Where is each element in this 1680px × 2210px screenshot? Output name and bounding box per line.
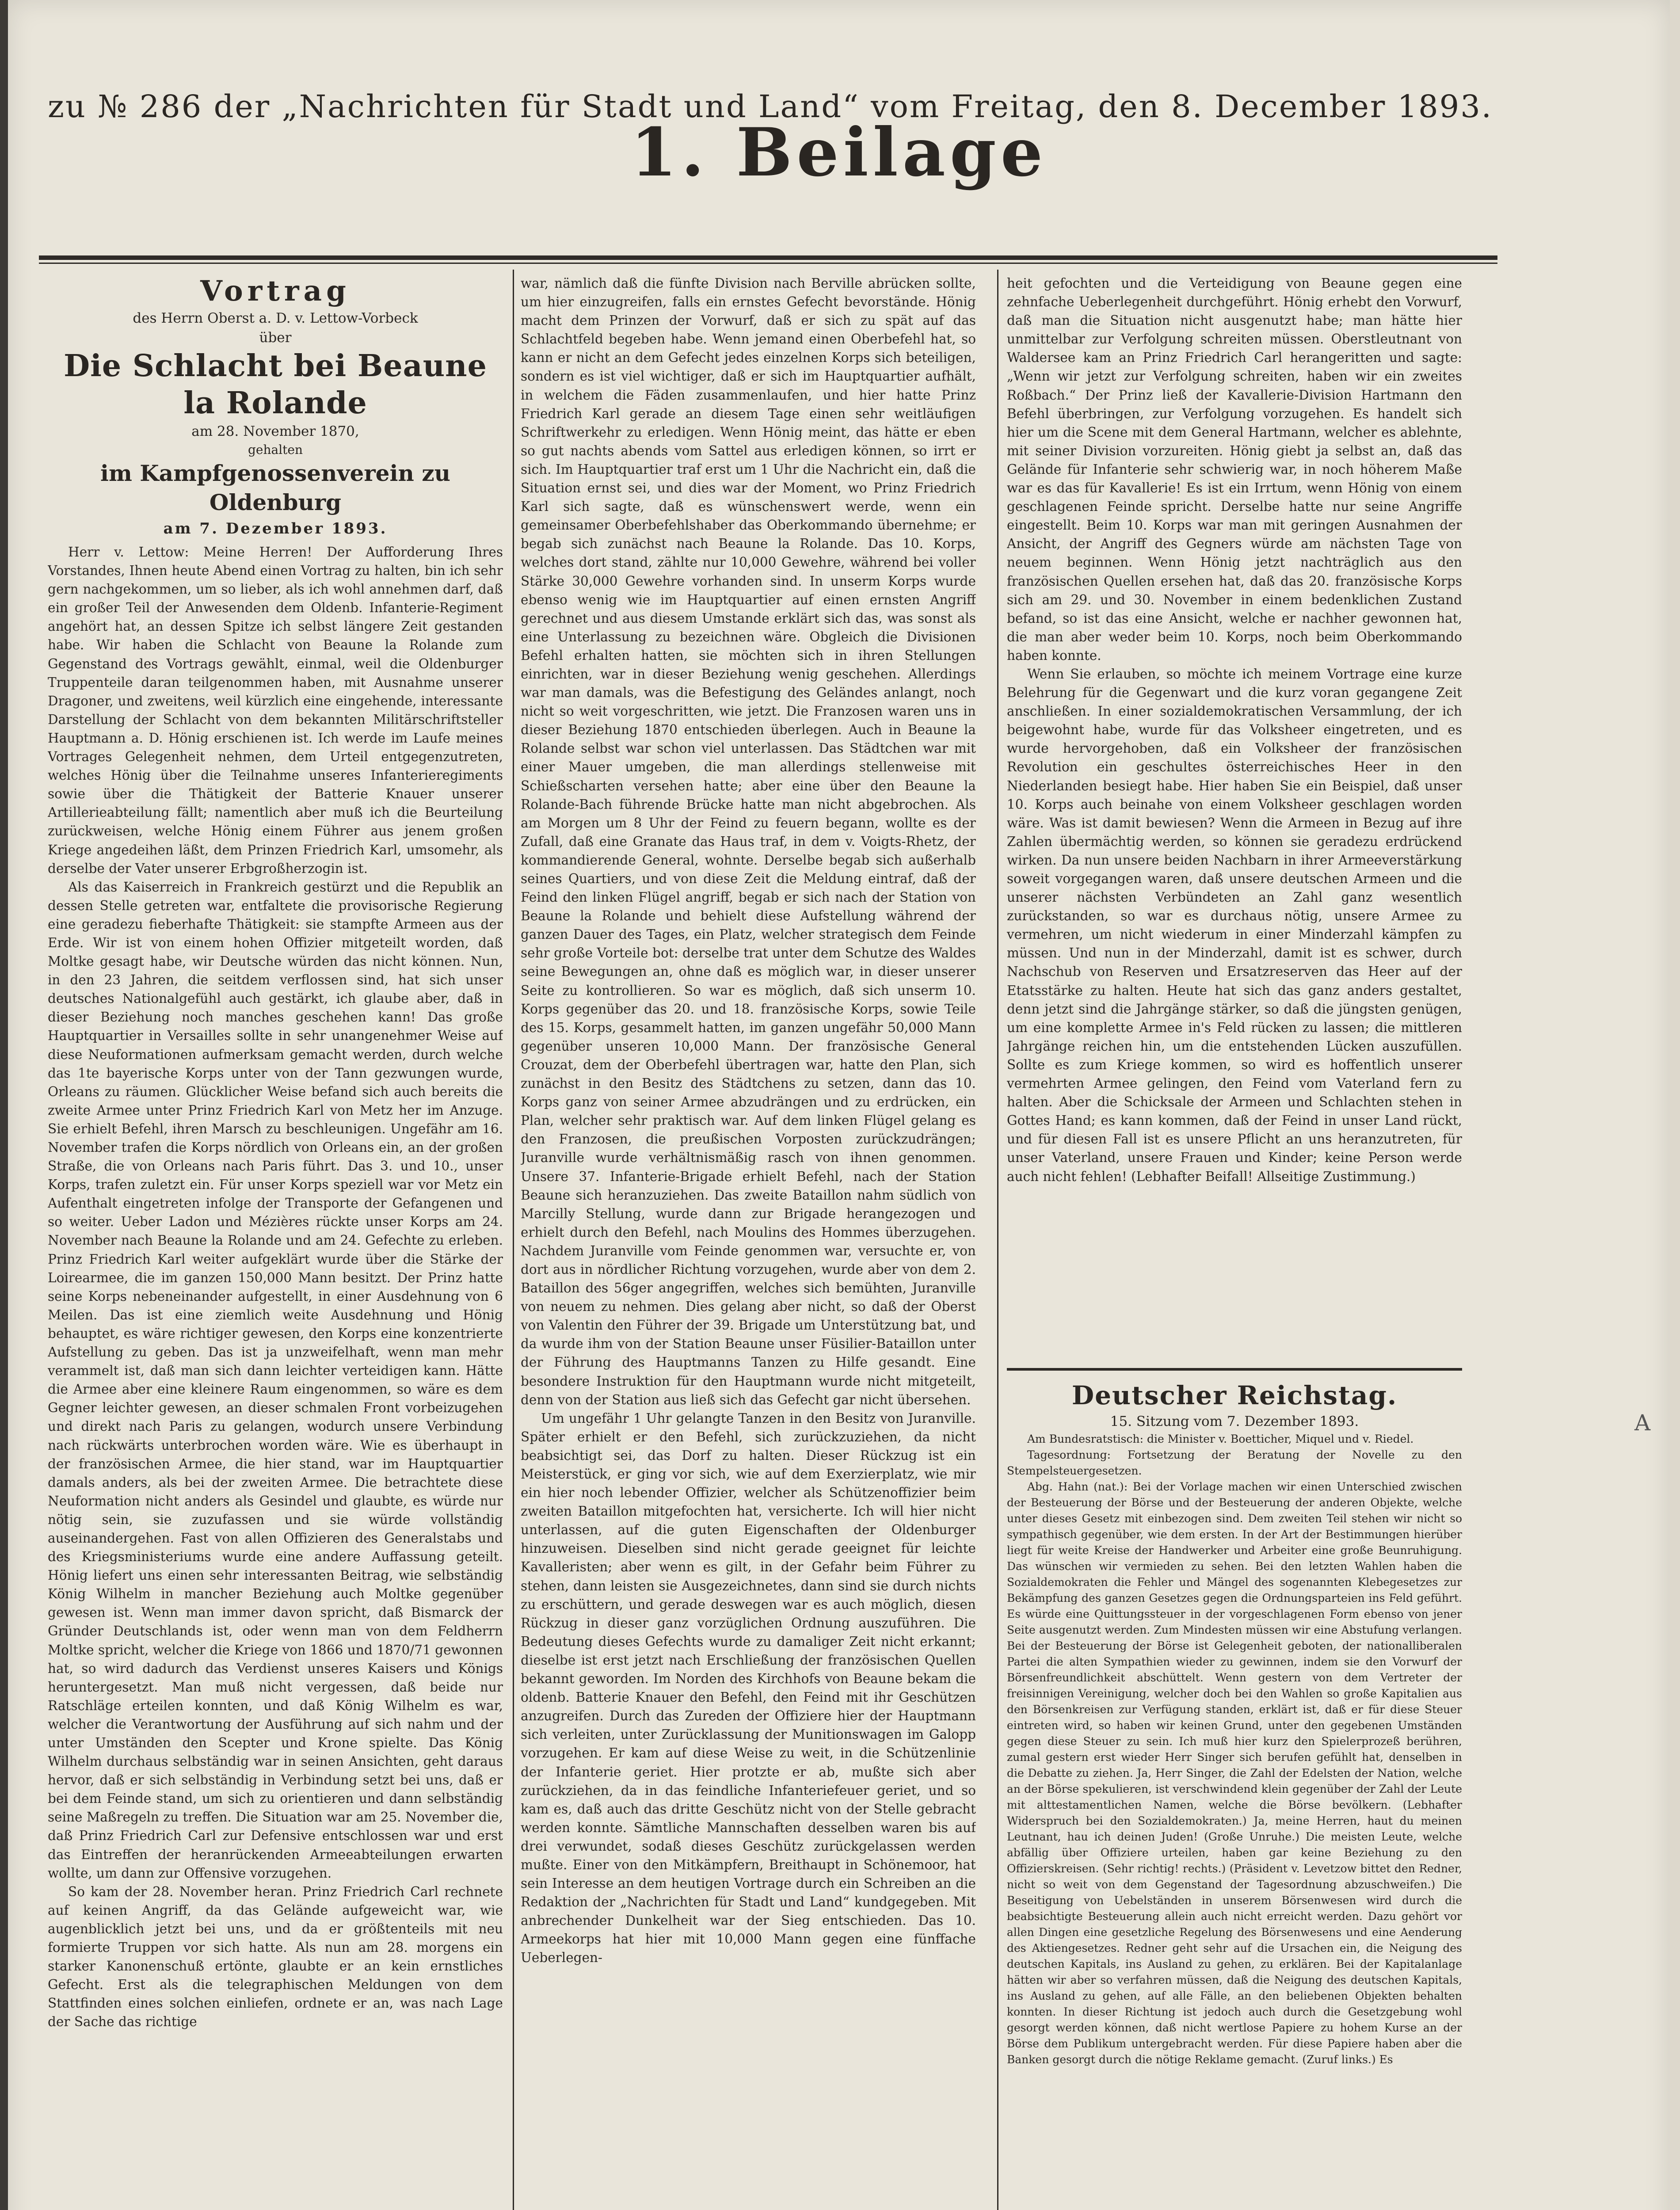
- reichstag-heading: Deutscher Reichstag.: [1071, 1380, 1398, 1410]
- article-paragraph: Als das Kaiserreich in Frankreich gestürzt und die Republik an dessen Stelle getreten war, entfaltete die provisorische Regierung eine geradezu fieberhafte Thätigkeit: sie stampfte Armeen aus der Erde. Wir ist von einem hohen Offizier mitgeteilt worden, daß Moltke gesagt habe, wir Deutsche würden das nicht können. Nun, in den 23 Jahren, die seitdem verflossen sind, hat sich unser deutsches Nationalgefühl auch gestärkt, ich glaube aber, daß in dieser Beziehung noch manches geschehen kann! Das große Hauptquartier in Versailles sollte in sehr unangenehmer Weise auf diese Neuformationen aufmerksam gemacht werden, durch welche das 1te bayerische Korps unter von der Tann gezwungen wurde, Orleans zu räumen. Glücklicher Weise befand sich auch bereits die zweite Armee unter Prinz Friedrich Karl von Metz her im Anzuge. Sie erhielt Befehl, ihren Marsch zu beschleunigen. Ungefähr am 16. November trafen die Korps nördlich von Orleans ein, an der großen Straße, die von Orleans nach Paris führt. Das 3. und 10., unser Korps, trafen zuletzt ein. Für unser Korps speziell war vor Metz ein Aufenthalt eingetreten infolge der Transporte der Gefangenen und so weiter. Ueber Ladon und Mézières rückte unser Korps am 24. November nach Beaune la Rolande und am 24. Gefechte zu erleben. Prinz Friedrich Karl weiter aufgeklärt wurde über die Stärke der Loirearmee, die im ganzen 150,000 Mann besitzt. Der Prinz hatte seine Korps nebeneinander aufgestellt, in einer Ausdehnung von 6 Meilen. Das ist eine ziemlich weite Ausdehnung und Hönig behauptet, es wäre richtiger gewesen, den Korps eine konzentrierte Aufstellung zu geben. Das ist ja unzweifelhaft, wenn man mehr verammelt ist, daß man sich dann leichter verteidigen kann. Hätte die Armee aber eine kleinere Raum eingenommen, so wäre es dem Gegner leichter gewesen, an dieser schmalen Front vorbeizugehen und direkt nach Paris zu gelangen, wodurch unsere Verbindung nach rückwärts unterbrochen worden wäre. Wie es überhaupt in der französischen Armee, die hier stand, war im Hauptquartier damals anders, als bei der zweiten Armee. Die betrachtete diese Neuformation nicht anders als Gesindel und glaubte, es würde nur nötig sein, sie zuzufassen und sie würde vollständig auseinandergehen. Fast von allen Offizieren des Generalstabs und des Kriegsministeriums wurde eine andere Auffassung geteilt. Hönig liefert uns einen sehr interessanten Beitrag, wie selbständig König Wilhelm in mancher Beziehung auch Moltke gegenüber gewesen ist. Wenn man immer davon spricht, daß Bismarck der Gründer Deutschlands ist, oder wenn man von dem Feldherrn Moltke spricht, welcher die Kriege von 1866 und 1870/71 gewonnen hat, so wird dadurch das Verdienst unseres Kaisers und Königs heruntergesetzt. Man muß nicht vergessen, daß beide nur Ratschläge erteilen konnten, und daß König Wilhelm es war, welcher die Verantwortung der Ausführung auf sich nahm und der unter Umständen den Scepter und Krone spielte. Das König Wilhelm durchaus selbständig war in seinen Ansichten, geht daraus hervor, daß er sich selbständig in Verbindung setzt bei uns, daß er bei dem Feinde stand, um sich zu orientieren und dann selbständig seine Maßregeln zu treffen. Die Situation war am 25. November die, daß Prinz Friedrich Carl zur Defensive entschlossen war und erst das Eintreffen der heranrückenden Armeeabteilungen erwarten wollte, um dann zur Offensive vorzugehen.: [48, 879, 503, 1881]
- header-rule-thin: [39, 263, 1497, 264]
- column-divider: [513, 270, 514, 2210]
- column-2: [521, 274, 976, 2210]
- article-paragraph: Herr v. Lettow: Meine Herren! Der Aufforderung Ihres Vorstandes, Ihnen heute Abend einen Vortrag zu halten, bin ich sehr gern nachgekommen, um so lieber, als ich wohl annehmen darf, daß ein großer Teil der Anwesenden dem Oldenb. Infanterie-Regiment angehört hat, an dessen Spitze ich selbst längere Zeit gestanden habe. Wir haben die Schlacht von Beaune la Rolande zum Gegenstand des Vortrags gewählt, einmal, weil die Oldenburger Truppenteile daran teilgenommen haben, mit Ausnahme unserer Dragoner, und zweitens, weil kürzlich eine eingehende, interessante Darstellung der Schlacht von dem bekannten Militärschriftsteller Hauptmann a. D. Hönig erschienen ist. Ich werde im Laufe meines Vortrages Gelegenheit nehmen, dem Urteil entgegenzutreten, welches Hönig über die Teilnahme unseres Infanterieregiments sowie über die Thätigkeit der Batterie Knauer unserer Artillerieabteilung fällt; namentlich aber muß ich die Beurteilung zurückweisen, welche Hönig einem Führer aus jenem großen Kriege angedeihen läßt, dem Prinzen Friedrich Karl, umsomehr, als derselbe der Vater unserer Erbgroßherzogin ist.: [48, 545, 503, 876]
- margin-mark: A: [1634, 1410, 1651, 1436]
- article-paragraph: heit gefochten und die Verteidigung von Beaune gegen eine zehnfache Ueberlegenheit durchgeführt. Hönig erhebt den Vorwurf, daß man die Situation nicht ausgenutzt habe; man hätte hier unmittelbar zur Verfolgung schreiten müssen. Oberstleutnant von Waldersee kam an Prinz Friedrich Carl herangeritten und sagte: „Wenn wir jetzt zur Verfolgung schreiten, haben wir ein zweites Roßbach.“ Der Prinz ließ der Kavallerie-Division Hartmann den Befehl überbringen, zur Verfolgung vorzugehen. Es handelt sich hier um die Scene mit dem General Hartmann, welcher es ablehnte, mit seiner Division vorzureiten. Hönig giebt ja selbst an, daß das Gelände für Infanterie sehr schwierig war, in noch höherem Maße war es das für Kavallerie! Es ist ein Irrtum, wenn Hönig von einem geschlagenen Feinde spricht. Derselbe hatte nur seine Angriffe eingestellt. Beim 10. Korps war man mit geringen Ausnahmen der Ansicht, der Angriff des Gegners würde am nächsten Tage von neuem beginnen. Wenn Hönig jetzt nachträglich aus den französischen Quellen ersehen hat, daß das 20. französische Korps sich am 29. und 30. November in einem bedenklichen Zustand befand, so ist das eine Ansicht, welche er nachher gewonnen hat, die man aber weder beim 10. Korps, noch beim Oberkommando haben konnte.: [1007, 276, 1462, 663]
- lecture-date: am 7. Dezember 1893.: [163, 520, 388, 537]
- article-paragraph: war, nämlich daß die fünfte Division nach Berville abrücken sollte, um hier einzugreifen, falls ein ernstes Gefecht bevorstände. Hönig macht dem Prinzen der Vorwurf, daß er sich zu spät auf das Schlachtfeld begeben habe. Wenn jemand einen Oberbefehl hat, so kann er nicht an dem Gefecht jedes einzelnen Korps sich beteiligen, sondern es ist viel wichtiger, daß er sich im Hauptquartier aufhält, in welchem die Fäden zusammenlaufen, und hier hatte Prinz Friedrich Karl gerade an diesem Tage einen sehr weitläufigen Schriftwerkehr zu erledigen. Wenn Hönig meint, das hätte er eben so gut nachts abends vom Sattel aus erledigen können, so irrt er sich. Im Hauptquartier traf erst um 1 Uhr die Nachricht ein, daß die Situation ernst sei, und dies war der Moment, wo Prinz Friedrich Karl sich sagte, daß es wünschenswert werde, wenn ein gemeinsamer Oberbefehlshaber das Oberkommando übernehme; er begab sich zunächst nach Beaune la Rolande. Das 10. Korps, welches dort stand, zählte nur 10,000 Gewehre, während bei voller Stärke 30,000 Gewehre vorhanden sind. In unserm Korps wurde ebenso wenig wie im Hauptquartier auf einen ernsten Angriff gerechnet und aus diesem Umstande erklärt sich das, was sonst als eine Unterlassung zu bezeichnen wäre. Obgleich die Divisionen Befehl erhalten hatten, sie möchten sich in ihren Stellungen einrichten, war in dieser Beziehung wenig geschehen. Allerdings war man damals, was die Befestigung des Geländes anlangt, noch nicht so weit vorgeschritten, wie jetzt. Die Franzosen waren uns in dieser Beziehung 1870 entschieden überlegen. Auch in Beaune la Rolande selbst war schon viel unterlassen. Das Städtchen war mit einer Mauer umgeben, die man allerdings stellenweise mit Schießscharten versehen hatte; aber eine über den Beaune la Rolande-Bach führende Brücke hatte man nicht abgebrochen. Als am Morgen um 8 Uhr der Feind zu feuern begann, wollte es der Zufall, daß eine Granate das Haus traf, in dem v. Voigts-Rhetz, der kommandierende General, wohnte. Derselbe begab sich außerhalb seines Quartiers, und von diese Zeit die Meldung eintraf, daß der Feind den linken Flügel angriff, begab er sich nach der Station von Beaune la Rolande und behielt diese Aufstellung während der ganzen Dauer des Tages, ein Platz, welcher strategisch dem Feinde sehr große Vorteile bot: derselbe trat unter dem Schutze des Waldes seine Bewegungen an, ohne daß es möglich war, in dieser unserer Seite zu kontrollieren. So war es möglich, daß sich unserm 10. Korps gegenüber das 20. und 18. französische Korps, sowie Teile des 15. Korps, gesammelt hatten, im ganzen ungefähr 50,000 Mann gegenüber unseren 10,000 Mann. Der französische General Crouzat, dem der Oberbefehl übertragen war, hatte den Plan, sich zunächst in den Besitz des Städtchens zu setzen, dann das 10. Korps ganz von seiner Armee abzudrängen und zu erdrücken, ein Plan, welcher sehr praktisch war. Auf dem linken Flügel gelang es den Franzosen, die preußischen Vorposten zurückzudrängen; Juranville wurde verhältnismäßig rasch von ihnen genommen. Unsere 37. Infanterie-Brigade erhielt Befehl, nach der Station Beaune sich heranzuziehen. Das zweite Bataillon nahm südlich von Marcilly Stellung, wurde dann zur Brigade herangezogen und erhielt durch den Befehl, nach Moulins des Hommes überzugehen. Nachdem Juranville vom Feinde genommen war, versuchte er, von dort aus in nördlicher Richtung vorzugehen, wurde aber von dem 2. Bataillon des 56ger angegriffen, welches sich bemühten, Juranville von neuem zu nehmen. Dies gelang aber nicht, so daß der Oberst von Valentin den Führer der 39. Brigade um Unterstützung bat, und da wurde ihm von der Station Beaune unser Füsilier-Bataillon unter der Führung des Hauptmanns Tanzen zu Hilfe gesandt. Eine besondere Instruktion für den Hauptmann wurde nicht mitgeteilt, denn von der Station aus ließ sich das Gefecht gar nicht übersehen.: [521, 276, 976, 1407]
- column-1: [48, 274, 503, 2210]
- article-paragraph: Am Bundesratstisch: die Minister v. Boetticher, Miquel und v. Riedel.: [1027, 1433, 1414, 1445]
- article-paragraph: Abg. Hahn (nat.): Bei der Vorlage machen wir einen Unterschied zwischen der Besteuerung der Börse und der Besteuerung der anderen Objekte, welche unter dieses Gesetz mit einbezogen sind. Dem zweiten Teil stehen wir nicht so sympathisch gegenüber, wie dem ersten. In der Art der Bestimmungen hierüber liegt für weite Kreise der Handwerker und Arbeiter eine große Beunruhigung. Das wünschen wir vermieden zu sehen. Bei den letzten Wahlen haben die Sozialdemokraten die Fehler und Mängel des sogenannten Klebegesetzes zur Bekämpfung des ganzen Gesetzes gegen die Ordnungsparteien ins Feld geführt. Es würde eine Quittungssteuer in der vorgeschlagenen Form ebenso von jener Seite ausgenutzt werden. Zum Mindesten müssen wir eine Abstufung verlangen. Bei der Besteuerung der Börse ist Gelegenheit geboten, der nationalliberalen Partei die alten Sympathien wieder zu gewinnen, indem sie den Vorwurf der Börsenfreundlichkeit abschüttelt. Wenn gestern von dem Vertreter der freisinnigen Vereinigung, welcher doch bei den Wahlen so große Kapitalien aus den Börsenkreisen zur Verfügung standen, erklärt ist, daß er für diese Steuer eintreten wird, so haben wir keinen Grund, unter den gegebenen Umständen gegen diese Steuer zu sein. Ich muß hier kurz den Spielerprozeß berühren, zumal gestern erst wieder Herr Singer sich berufen gefühlt hat, denselben in die Debatte zu ziehen. Ja, Herr Singer, die Zahl der Edelsten der Nation, welche an der Börse spekulieren, ist verschwindend klein gegenüber der Zahl der Leute mit alttestamentlichen Namen, welche die Börse bevölkern. (Lebhafter Widerspruch bei den Sozialdemokraten.) Ja, meine Herren, haut du meinen Leutnant, hau ich deinen Juden! (Große Unruhe.) Die meisten Leute, welche abfällig über Offiziere urteilen, haben gar keine Beziehung zu den Offizierskreisen. (Sehr richtig! rechts.) (Präsident v. Levetzow bittet den Redner, nicht so weit von dem Gegenstand der Tagesordnung abzuschweifen.) Die Beseitigung von Uebelständen in unserem Börsenwesen wird durch die beabsichtigte Besteuerung allein auch nicht erreicht werden. Dazu gehört vor allen Dingen eine gesetzliche Regelung des Börsenwesens und eine Aenderung des Aktiengesetzes. Redner geht sehr auf die Ursachen ein, die Neigung des deutschen Kapitals, ins Ausland zu gehen, zu erklären. Bei der Kapitalanlage hätten wir aber so verfahren müssen, daß die Neigung des deutschen Kapitals, ins Ausland zu gehen, auf alle Fälle, an den beliebenen Objekten behalten konnten. In dieser Richtung ist jedoch auch durch die Gesetzgebung wohl gesorgt werden können, daß nicht wertlose Papiere zu hohem Kurse an der Börse dem Publikum untergebracht werden. Für diese Papiere haben aber die Banken gesorgt durch die nötige Reklame gemacht. (Zuruf links.) Es: [1007, 1480, 1462, 2066]
- page-header: [8, 114, 1670, 191]
- issue-line: zu № 286 der „Nachrichten für Stadt und Land“ vom Freitag, den 8. December 1893.: [48, 88, 1493, 125]
- book-spine: [0, 0, 8, 2210]
- lecture-topic: Die Schlacht bei Beaune la Rolande: [64, 348, 487, 421]
- column-3-lecture: [1007, 274, 1462, 1406]
- article-paragraph: So kam der 28. November heran. Prinz Friedrich Carl rechnete auf keinen Angriff, da das Gelände aufgeweicht war, wie augenblicklich jetzt bei uns, und da er größtenteils mit neu formierte Truppen vor sich hatte. Als nun am 28. morgens ein starker Kanonenschuß ertönte, glaubte er an kein ernstliches Gefecht. Erst als die telegraphischen Meldungen von dem Stattfinden eines solchen einliefen, ordnete er an, was nach Lage der Sache das richtige: [48, 1884, 503, 2030]
- newspaper-page: [8, 0, 1670, 2210]
- supplement-title: 1. Beilage: [630, 114, 1048, 191]
- lecture-author: des Herrn Oberst a. D. v. Lettow-Vorbeck: [133, 310, 418, 326]
- article-paragraph: Um ungefähr 1 Uhr gelangte Tanzen in den Besitz von Juranville. Später erhielt er den Befehl, sich zurückzuziehen, da nicht beabsichtigt sei, das Dorf zu halten. Dieser Rückzug ist ein Meisterstück, er ging vor sich, wie auf dem Exerzierplatz, wie mir ein hier noch lebender Offizier, welcher als Schützenoffizier beim zweiten Bataillon mitgefochten hat, versicherte. Ich will hier nicht unterlassen, auf die guten Eigenschaften der Oldenburger hinzuweisen. Dieselben sind nicht gerade geeignet für leichte Kavalleristen; aber wenn es gilt, in der Gefahr beim Führer zu stehen, dann leisten sie Ausgezeichnetes, dann sind sie durch nichts zu erschüttern, und gerade deswegen war es auch möglich, diesen Rückzug in dieser ganz vorzüglichen Ordnung auszuführen. Die Bedeutung dieses Gefechts wurde zu damaliger Zeit nicht erkannt; dieselbe ist erst jetzt nach Erschließung der französischen Quellen bekannt geworden. Im Norden des Kirchhofs von Beaune bekam die oldenb. Batterie Knauer den Befehl, den Feind mit ihr Geschützen anzugreifen. Durch das Zureden der Offiziere hier der Hauptmann sich verleiten, unter Zurücklassung der Munitionswagen im Galopp vorzugehen. Er kam auf diese Weise zu weit, in die Schützenlinie der Infanterie geriet. Hier protzte er ab, mußte sich aber zurückziehen, da in das feindliche Infanteriefeuer geriet, und so kam es, daß auch das dritte Geschütz nicht von der Stelle gebracht werden konnte. Sämtliche Mannschaften desselben waren bis auf drei verwundet, sodaß dieses Geschütz zurückgelassen werden mußte. Einer von den Mitkämpfern, Breithaupt in Schönemoor, hat sein Interesse an dem heutigen Vortrage durch ein Schreiben an die Redaktion der „Nachrichten für Stadt und Land“ kundgegeben. Mit anbrechender Dunkelheit war der Sieg entschieden. Das 10. Armeekorps hat hier mit 10,000 Mann gegen eine fünffache Ueberlegen-: [521, 1410, 976, 1966]
- article-paragraph: Tagesordnung: Fortsetzung der Beratung der Novelle zu den Stempelsteuergesetzen.: [1007, 1448, 1462, 1477]
- column-3-reichstag: [1007, 1379, 1462, 2210]
- lecture-venue: im Kampfgenossenverein zu Oldenburg: [100, 460, 450, 515]
- article-paragraph: Wenn Sie erlauben, so möchte ich meinem Vortrage eine kurze Belehrung für die Gegenwart und die kurz voran gegangene Zeit anschließen. In einer sozialdemokratischen Versammlung, der ich beigewohnt habe, wurde für das Volksheer eingetreten, und es wurde hervorgehoben, daß ein Volksheer der französischen Revolution ein geschultes österreichisches Heer in den Niederlanden besiegt habe. Hier haben Sie ein Beispiel, daß unser 10. Korps auch beinahe von einem Volksheer geschlagen worden wäre. Was ist damit bewiesen? Wenn die Armeen in Bezug auf ihre Zahlen übermächtig werden, so können sie geradezu erdrückend wirken. Da nun unsere beiden Nachbarn in ihrer Armeeverstärkung soweit vorgegangen waren, daß unsere deutschen Armeen und die unserer nächsten Verbündeten an Zahl ganz wesentlich zurückstanden, so war es durchaus nötig, unsere Armee zu vermehren, um nicht wiederum in einer Minderzahl kämpfen zu müssen. Und nun in der Minderzahl, damit ist es schwer, durch Nachschub von Reserven und Ersatzreserven das Heer auf der Etatsstärke zu halten. Heute hat sich das ganz anders gestaltet, denn jetzt sind die Jahrgänge stärker, so daß die jüngsten genügen, um eine komplette Armee in's Feld rücken zu lassen; die mittleren Jahrgänge reichen hin, um die entstehenden Lücken auszufüllen. Sollte es zum Kriege kommen, so wird es hoffentlich unserer vermehrten Armee gelingen, den Feind vom Vaterland fern zu halten. Aber die Schicksale der Armeen und Schlachten stehen in Gottes Hand; es kann kommen, daß der Feind in unser Land rückt, und für diesen Fall ist es unsere Pflicht an uns heranzutreten, für unser Vaterland, unsere Frauen und Kinder; keine Person werde auch nicht fehlen! (Lebhafter Beifall! Allseitige Zustimmung.): [1007, 666, 1462, 1184]
- column-divider: [997, 270, 998, 2210]
- lecture-gehalten: gehalten: [248, 442, 303, 457]
- lecture-battle-date: am 28. November 1870,: [191, 423, 359, 439]
- lecture-heading: Vortrag: [200, 274, 350, 308]
- reichstag-sitting: 15. Sitzung vom 7. Dezember 1893.: [1110, 1414, 1359, 1429]
- header-rule: [39, 255, 1497, 260]
- lecture-title-block: [48, 274, 503, 540]
- lecture-ueber: über: [259, 330, 292, 346]
